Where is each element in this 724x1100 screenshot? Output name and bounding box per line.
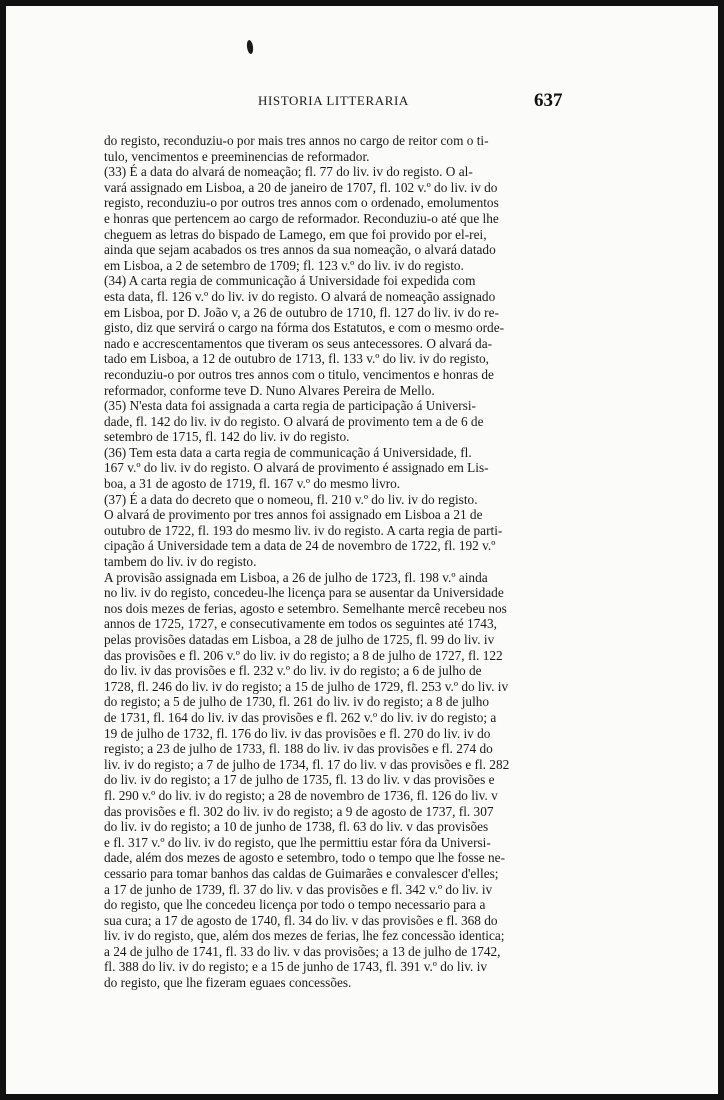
text-line: e honras que pertencem ao cargo de reformador. Reconduziu-o até que lhe	[104, 210, 499, 226]
text-line: do liv. iv das provisões e fl. 232 v.º do liv. iv do registo; a 6 de julho de	[104, 663, 482, 679]
text-line: do registo, que lhe concedeu licença por todo o tempo necessario para a	[104, 897, 486, 913]
text-line: do registo, que lhe fizeram eguaes concessões.	[104, 975, 352, 991]
text-line: A provisão assignada em Lisboa, a 26 de julho de 1723, fl. 198 v.º ainda	[104, 569, 488, 585]
page-number: 637	[534, 90, 563, 111]
text-line: dade, fl. 142 do liv. iv do registo. O alvará de provimento tem a de 6 de	[104, 413, 484, 429]
text-line: cheguem as letras do bispado de Lamego, em que foi provido por el-rei,	[104, 226, 487, 242]
footnote-paragraph	[104, 133, 577, 164]
text-line: registo, reconduziu-o por outros tres annos com o ordenado, emolumentos	[104, 195, 499, 211]
text-line: 167 v.º do liv. iv do registo. O alvará de provimento é assignado em Lis-	[104, 460, 489, 476]
footnote-paragraph	[104, 273, 577, 398]
text-line: gisto, diz que servirá o cargo na fórma dos Estatutos, e com o mesmo orde-	[104, 320, 505, 336]
text-line: reformador, conforme teve D. Nuno Alvares Pereira de Mello.	[104, 382, 435, 398]
text-line: fl. 388 do liv. iv do registo; e a 15 de junho de 1743, fl. 391 v.º do liv. iv	[104, 959, 488, 975]
text-line: vará assignado em Lisboa, a 20 de janeiro de 1707, fl. 102 v.º do liv. iv do	[104, 179, 498, 195]
text-line: das provisões e fl. 206 v.º do liv. iv do registo; a 8 de julho de 1727, fl. 122	[104, 647, 503, 663]
text-line: pelas provisões datadas em Lisboa, a 28 de julho de 1725, fl. 99 do liv. iv	[104, 632, 495, 647]
text-line: do registo; a 5 de julho de 1730, fl. 261 do liv. iv do registo; a 8 de julho	[104, 694, 490, 710]
text-line: sua cura; a 17 de agosto de 1740, fl. 34 do liv. v das provisões e fl. 368 do	[104, 912, 498, 928]
footnote-paragraph	[104, 445, 577, 492]
text-line: esta data, fl. 126 v.º do liv. iv do registo. O alvará de nomeação assignado	[104, 288, 496, 304]
text-line: nos dois mezes de ferias, agosto e setembro. Semelhante mercê recebeu nos	[104, 600, 507, 616]
text-line: do liv. iv do registo; a 17 de julho de 1735, fl. 13 do liv. v das provisões e	[104, 772, 495, 788]
text-line: outubro de 1722, fl. 193 do mesmo liv. iv do registo. A carta regia de parti-	[104, 522, 503, 538]
text-line: do registo, reconduziu-o por mais tres annos no cargo de reitor com o ti-	[104, 133, 489, 148]
text-line: das provisões e fl. 302 do liv. iv do registo; a 9 de agosto de 1737, fl. 307	[104, 803, 494, 819]
text-line: ainda que sejam acabados os tres annos da sua nomeação, o alvará datado	[104, 242, 496, 258]
text-line: liv. iv do registo; a 7 de julho de 1734, fl. 17 do liv. v das provisões e fl. 282	[104, 756, 510, 772]
body-text	[104, 133, 577, 991]
text-line: dade, além dos mezes de agosto e setembro, todo o tempo que lhe fosse ne-	[104, 850, 506, 866]
text-line: liv. iv do registo, que, além dos mezes de ferias, lhe fez concessão identica;	[104, 928, 505, 944]
footnote-paragraph	[104, 492, 577, 570]
text-line: O alvará de provimento por tres annos foi assignado em Lisboa a 21 de	[104, 507, 483, 523]
text-line: (36) Tem esta data a carta regia de communicação á Universidade, fl.	[104, 444, 472, 460]
text-line: reconduziu-o por outros tres annos com o titulo, vencimentos e honras de	[104, 366, 494, 382]
text-line: em Lisboa, por D. João v, a 26 de outubro de 1710, fl. 127 do liv. iv do re-	[104, 304, 499, 320]
text-line: tambem do liv. iv do registo.	[104, 554, 257, 570]
text-line: a 24 de julho de 1741, fl. 33 do liv. v das provisões; a 13 de julho de 1742,	[104, 943, 501, 959]
running-header	[6, 90, 718, 110]
text-line: e fl. 317 v.º do liv. iv do registo, que lhe permittiu estar fóra da Universi-	[104, 834, 491, 850]
text-line: (35) N'esta data foi assignada a carta regia de participação á Universi-	[104, 398, 476, 414]
text-line: registo; a 23 de julho de 1733, fl. 188 do liv. iv das provisões e fl. 274 do	[104, 741, 493, 757]
document-page	[6, 6, 718, 1094]
text-line: (37) É a data do decreto que o nomeou, fl. 210 v.º do liv. iv do registo.	[104, 491, 478, 507]
text-line: 19 de julho de 1732, fl. 176 do liv. iv das provisões e fl. 270 do liv. iv do	[104, 725, 491, 741]
ink-mark	[246, 40, 254, 55]
text-line: a 17 de junho de 1739, fl. 37 do liv. v das provisões e fl. 342 v.º do liv. iv	[104, 881, 493, 897]
footnote-paragraph	[104, 570, 577, 991]
text-line: setembro de 1715, fl. 142 do liv. iv do registo.	[104, 429, 350, 445]
footnote-paragraph	[104, 164, 577, 273]
text-line: 1728, fl. 246 do liv. iv do registo; a 15 de julho de 1729, fl. 253 v.º do liv. iv	[104, 678, 509, 694]
text-line: (34) A carta regia de communicação á Universidade foi expedida com	[104, 273, 476, 289]
text-line: de 1731, fl. 164 do liv. iv das provisões e fl. 262 v.º do liv. iv do registo; a	[104, 709, 497, 725]
text-line: fl. 290 v.º do liv. iv do registo; a 28 de novembro de 1736, fl. 126 do liv. v	[104, 787, 498, 803]
text-line: cipação á Universidade tem a data de 24 de novembro de 1722, fl. 192 v.º	[104, 538, 496, 554]
text-line: boa, a 31 de agosto de 1719, fl. 167 v.º do mesmo livro.	[104, 476, 401, 492]
text-line: em Lisboa, a 2 de setembro de 1709; fl. 123 v.º do liv. iv do registo.	[104, 257, 464, 273]
text-line: tado em Lisboa, a 12 de outubro de 1713, fl. 133 v.º do liv. iv do registo,	[104, 351, 489, 367]
text-line: cessario para tomar banhos das caldas de Guimarães e convalescer d'elles;	[104, 865, 499, 881]
text-line: nado e accrescentamentos que tiveram os seus antecessores. O alvará da-	[104, 335, 493, 351]
text-line: do liv. iv do registo; a 10 de junho de 1738, fl. 63 do liv. v das provisões	[104, 819, 489, 835]
text-line: tulo, vencimentos e preeminencias de reformador.	[104, 148, 370, 164]
footnote-paragraph	[104, 398, 577, 445]
text-line: annos de 1725, 1727, e consecutivamente em todos os seguintes até 1743,	[104, 616, 497, 632]
running-title: HISTORIA LITTERARIA	[258, 93, 409, 108]
text-line: (33) É a data do alvará de nomeação; fl. 77 do liv. iv do registo. O al-	[104, 164, 473, 180]
text-line: no liv. iv do registo, concedeu-lhe licença para se ausentar da Universidade	[104, 585, 504, 601]
